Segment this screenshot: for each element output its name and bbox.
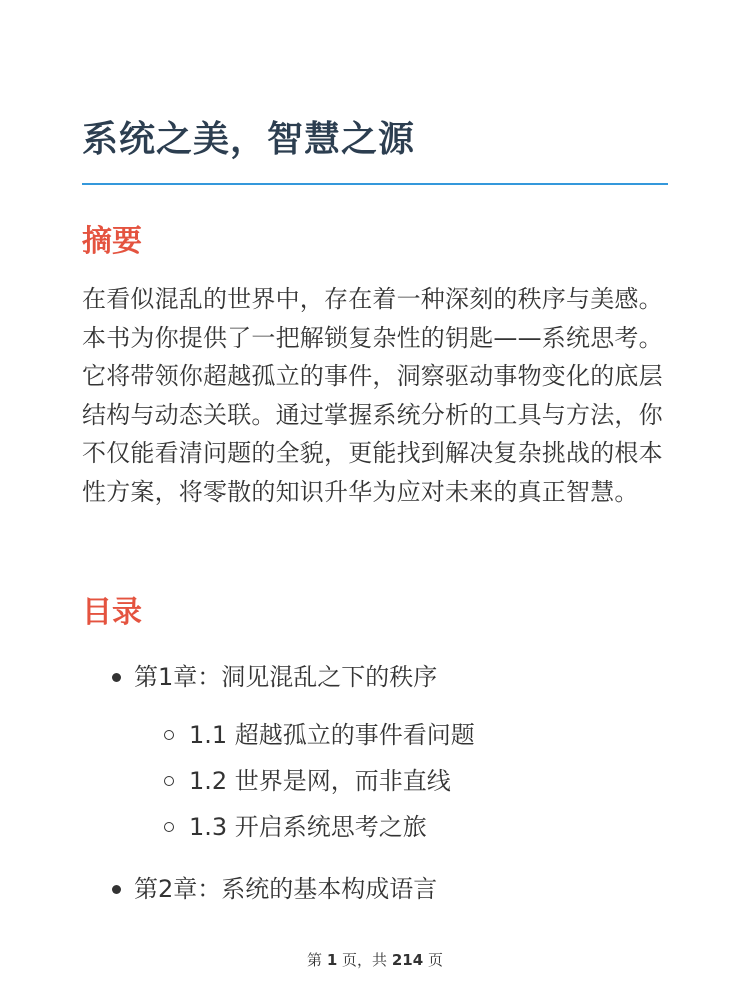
bullet-circle-icon bbox=[164, 730, 174, 740]
bullet-disc-icon bbox=[112, 673, 121, 682]
abstract-paragraph: 在看似混乱的世界中，存在着一种深刻的秩序与美感。本书为你提供了一把解锁复杂性的钥匙——系统思考。它将带领你超越孤立的事件，洞察驱动事物变化的底层结构与动态关联。通过掌握系统分析的工具与方法，你不仅能看清问题的全貌，更能找到解决复杂挑战的根本性方案，将零散的知识升华为应对未来的真正智慧。 bbox=[82, 285, 663, 506]
footer-total-pages: 214 bbox=[391, 951, 424, 969]
toc-chapter-2 bbox=[82, 866, 682, 912]
toc-subitem-label: 1.1 超越孤立的事件看问题 bbox=[189, 721, 475, 749]
footer-middle: 页，共 bbox=[342, 951, 388, 969]
document-title: 系统之美，智慧之源 bbox=[82, 119, 416, 160]
toc-subitem-label: 1.2 世界是网，而非直线 bbox=[189, 767, 451, 795]
toc-heading: 目录 bbox=[82, 595, 142, 630]
toc-subitem bbox=[134, 804, 682, 850]
footer-prefix: 第 bbox=[307, 951, 323, 969]
toc-chapter-label: 第2章：系统的基本构成语言 bbox=[134, 875, 438, 903]
abstract-heading: 摘要 bbox=[82, 224, 142, 259]
toc-sublist bbox=[134, 712, 682, 850]
bullet-circle-icon bbox=[164, 822, 174, 832]
footer-page-number: 1 bbox=[326, 951, 338, 969]
toc-subitem-label: 1.3 开启系统思考之旅 bbox=[189, 813, 427, 841]
toc-chapter-label: 第1章：洞见混乱之下的秩序 bbox=[134, 663, 438, 691]
footer-suffix: 页 bbox=[427, 951, 443, 969]
page-footer bbox=[0, 949, 750, 971]
toc-chapter-1 bbox=[82, 654, 682, 850]
bullet-disc-icon bbox=[112, 885, 121, 894]
title-divider bbox=[82, 183, 668, 185]
toc-subitem bbox=[134, 758, 682, 804]
toc-subitem bbox=[134, 712, 682, 758]
table-of-contents bbox=[82, 654, 682, 912]
bullet-circle-icon bbox=[164, 776, 174, 786]
